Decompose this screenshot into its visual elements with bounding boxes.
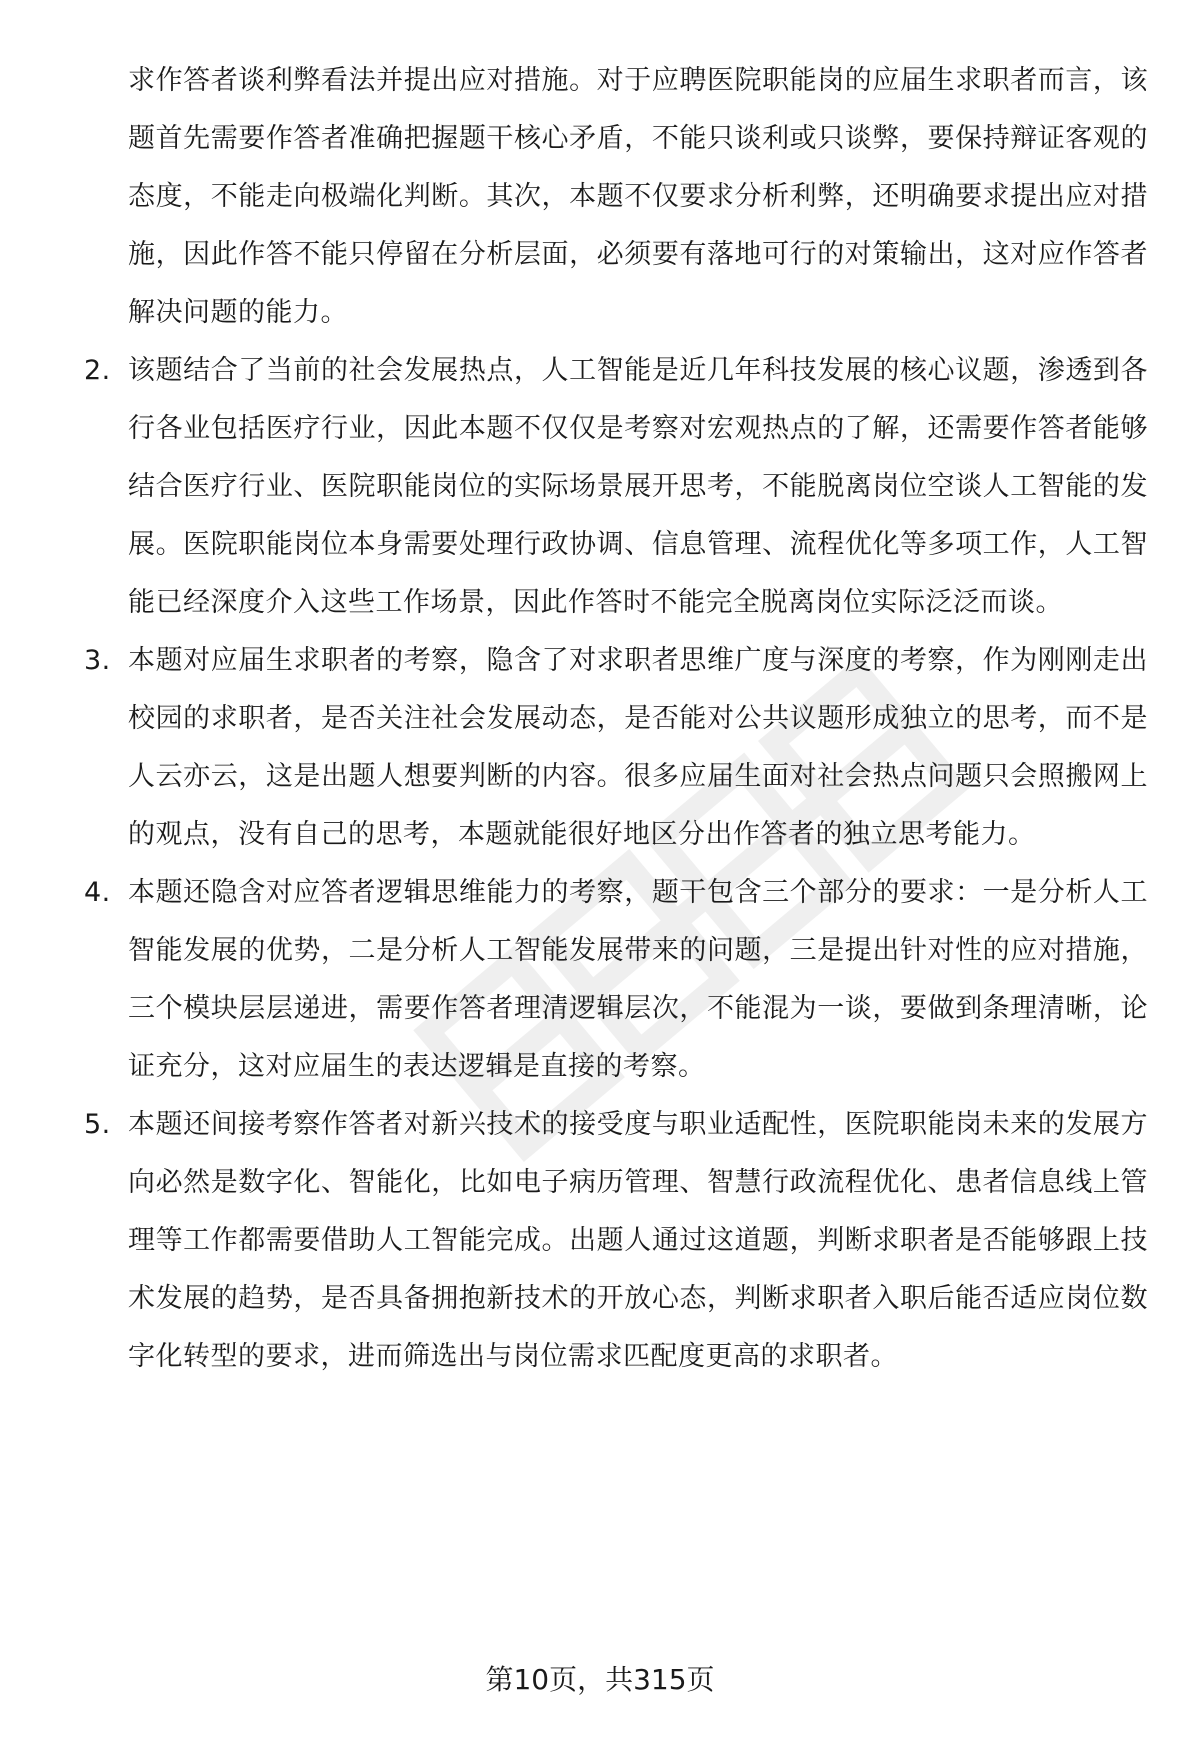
list-item-text: 该题结合了当前的社会发展热点，人工智能是近几年科技发展的核心议题，渗透到各行各业包括医疗行业，因此本题不仅仅是考察对宏观热点的了解，还需要作答者能够结合医疗行业、医院职能岗位的实际场景展开思考，不能脱离岗位空谈人工智能的发展。医院职能岗位本身需要处理行政协调、信息管理、流程优化等多项工作，人工智能已经深度介入这些工作场景，因此作答时不能完全脱离岗位实际泛泛而谈。 bbox=[128, 355, 1148, 618]
list-item bbox=[84, 864, 1148, 1096]
list-item bbox=[84, 632, 1148, 864]
intro-paragraph: 求作答者谈利弊看法并提出应对措施。对于应聘医院职能岗的应届生求职者而言，该题首先需要作答者准确把握题干核心矛盾，不能只谈利或只谈弊，要保持辩证客观的态度，不能走向极端化判断。其次，本题不仅要求分析利弊，还明确要求提出应对措施，因此作答不能只停留在分析层面，必须要有落地可行的对策输出，这对应作答者解决问题的能力。 bbox=[128, 65, 1148, 328]
list-item-number: 5. bbox=[84, 1109, 111, 1140]
list-item-text: 本题对应届生求职者的考察，隐含了对求职者思维广度与深度的考察，作为刚刚走出校园的求职者，是否关注社会发展动态，是否能对公共议题形成独立的思考，而不是人云亦云，这是出题人想要判断的内容。很多应届生面对社会热点问题只会照搬网上的观点，没有自己的思考，本题就能很好地区分出作答者的独立思考能力。 bbox=[128, 645, 1148, 850]
list-item bbox=[84, 1096, 1148, 1386]
list-item-text: 本题还隐含对应答者逻辑思维能力的考察，题干包含三个部分的要求：一是分析人工智能发展的优势，二是分析人工智能发展带来的问题，三是提出针对性的应对措施，三个模块层层递进，需要作答者理清逻辑层次，不能混为一谈，要做到条理清晰，论证充分，这对应届生的表达逻辑是直接的考察。 bbox=[128, 877, 1148, 1082]
list-item bbox=[84, 342, 1148, 632]
list-item-number: 3. bbox=[84, 645, 111, 676]
list-item-number: 4. bbox=[84, 877, 111, 908]
page-content bbox=[0, 52, 1200, 1552]
page-number-footer: 第10页，共315页 bbox=[485, 1663, 715, 1696]
numbered-list bbox=[0, 342, 1200, 1386]
list-item-text: 本题还间接考察作答者对新兴技术的接受度与职业适配性，医院职能岗未来的发展方向必然是数字化、智能化，比如电子病历管理、智慧行政流程优化、患者信息线上管理等工作都需要借助人工智能完成。出题人通过这道题，判断求职者是否能够跟上技术发展的趋势，是否具备拥抱新技术的开放心态，判断求职者入职后能否适应岗位数字化转型的要求，进而筛选出与岗位需求匹配度更高的求职者。 bbox=[128, 1109, 1148, 1372]
list-item-number: 2. bbox=[84, 355, 111, 386]
